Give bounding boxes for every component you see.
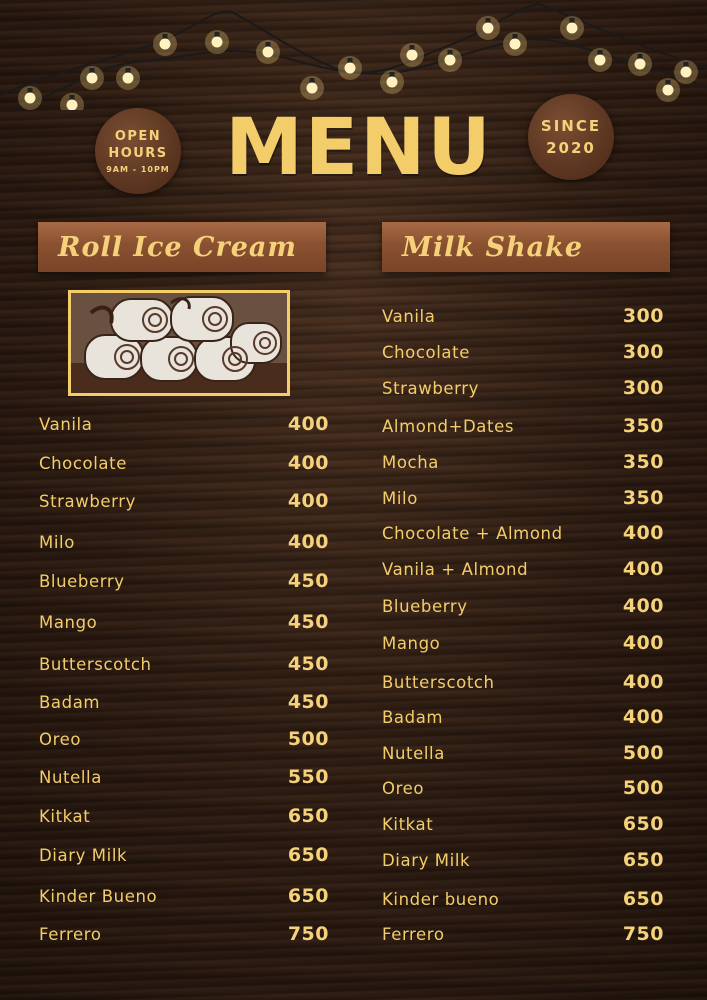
menu-item (382, 486, 664, 510)
menu-item-name: Strawberry (382, 378, 479, 398)
menu-item-price: 400 (287, 452, 329, 474)
menu-item-name: Badam (39, 692, 101, 712)
menu-item-name: Kinder Bueno (39, 886, 158, 906)
menu-item-price: 550 (287, 766, 329, 788)
light-bulb-icon (588, 48, 612, 72)
menu-item-price: 500 (622, 742, 664, 764)
menu-item-name: Oreo (39, 729, 82, 749)
menu-item-name: Kinder bueno (382, 889, 500, 909)
menu-item-price: 400 (622, 632, 664, 654)
menu-item-price: 750 (622, 923, 664, 945)
light-bulb-icon (205, 30, 229, 54)
light-bulb-icon (60, 93, 84, 110)
menu-item-price: 750 (287, 923, 329, 945)
open-hours-badge (95, 108, 181, 194)
menu-item (382, 848, 664, 872)
menu-item (39, 530, 329, 554)
menu-item (39, 765, 329, 789)
menu-item (382, 887, 664, 911)
menu-item-name: Diary Milk (382, 850, 471, 870)
menu-item-name: Diary Milk (39, 845, 128, 865)
light-bulb-icon (400, 43, 424, 67)
menu-item-price: 400 (287, 413, 329, 435)
menu-item-name: Mocha (382, 452, 439, 472)
menu-item (382, 557, 664, 581)
menu-item-price: 650 (622, 888, 664, 910)
menu-item-price: 500 (622, 777, 664, 799)
menu-item-name: Chocolate (382, 342, 470, 362)
light-bulb-icon (116, 66, 140, 90)
menu-item-price: 400 (622, 706, 664, 728)
menu-item-price: 650 (622, 849, 664, 871)
light-bulb-icon (628, 52, 652, 76)
open-hours-time: 9AM - 10PM (106, 165, 170, 174)
menu-item-price: 400 (622, 522, 664, 544)
menu-item (39, 569, 329, 593)
menu-item (382, 340, 664, 364)
menu-item-price: 450 (287, 611, 329, 633)
menu-item-name: Nutella (382, 743, 445, 763)
menu-item (382, 812, 664, 836)
menu-item (382, 414, 664, 438)
menu-item (382, 705, 664, 729)
menu-item-name: Chocolate + Almond (382, 523, 563, 543)
light-bulb-icon (656, 78, 680, 102)
section-heading-milk-shake: Milk Shake (382, 222, 670, 272)
menu-item-price: 350 (622, 451, 664, 473)
menu-item-price: 400 (622, 595, 664, 617)
menu-item-name: Mango (382, 633, 441, 653)
menu-item-price: 300 (622, 377, 664, 399)
menu-item (382, 776, 664, 800)
menu-item-price: 450 (287, 653, 329, 675)
menu-item-name: Butterscotch (382, 672, 495, 692)
menu-item (39, 884, 329, 908)
menu-item (382, 521, 664, 545)
menu-item-name: Kitkat (382, 814, 434, 834)
light-bulb-icon (300, 76, 324, 100)
menu-item (39, 610, 329, 634)
since-line1: SINCE (540, 117, 602, 135)
menu-item-name: Almond+Dates (382, 416, 515, 436)
menu-item-name: Oreo (382, 778, 425, 798)
menu-item-name: Strawberry (39, 491, 136, 511)
menu-item (382, 376, 664, 400)
menu-item-name: Ferrero (382, 924, 445, 944)
menu-item-price: 650 (287, 885, 329, 907)
menu-item-price: 650 (622, 813, 664, 835)
menu-item-price: 500 (287, 728, 329, 750)
menu-item-name: Milo (382, 488, 418, 508)
menu-item (39, 412, 329, 436)
since-year: 2020 (546, 139, 596, 157)
string-lights-decoration (0, 0, 707, 110)
menu-item-name: Milo (39, 532, 75, 552)
light-bulb-icon (80, 66, 104, 90)
light-bulb-icon (560, 16, 584, 40)
menu-item-price: 400 (622, 671, 664, 693)
light-bulb-icon (338, 56, 362, 80)
menu-item-name: Chocolate (39, 453, 127, 473)
menu-item (39, 727, 329, 751)
menu-item (39, 843, 329, 867)
since-badge (528, 94, 614, 180)
menu-item-name: Ferrero (39, 924, 102, 944)
menu-item-price: 650 (287, 805, 329, 827)
section-heading-roll-ice-cream: Roll Ice Cream (38, 222, 326, 272)
menu-item (39, 804, 329, 828)
menu-item-price: 400 (287, 490, 329, 512)
menu-item (382, 631, 664, 655)
menu-item-price: 650 (287, 844, 329, 866)
menu-item-name: Vanila (382, 306, 436, 326)
menu-item-price: 300 (622, 305, 664, 327)
menu-item-name: Butterscotch (39, 654, 152, 674)
menu-item-name: Mango (39, 612, 98, 632)
menu-item-name: Blueberry (382, 596, 468, 616)
light-bulb-icon (476, 16, 500, 40)
menu-item (382, 304, 664, 328)
menu-item-price: 400 (622, 558, 664, 580)
menu-item (382, 450, 664, 474)
open-hours-line1: OPEN (114, 129, 162, 144)
menu-item-price: 300 (622, 341, 664, 363)
menu-item-price: 350 (622, 415, 664, 437)
light-bulb-icon (674, 60, 698, 84)
menu-item (39, 652, 329, 676)
light-bulb-icon (438, 48, 462, 72)
menu-item-price: 350 (622, 487, 664, 509)
menu-item-name: Kitkat (39, 806, 91, 826)
menu-item-name: Vanila + Almond (382, 559, 529, 579)
light-bulb-icon (18, 86, 42, 110)
menu-item-price: 450 (287, 570, 329, 592)
open-hours-line2: HOURS (108, 146, 168, 161)
menu-item (39, 922, 329, 946)
menu-item (382, 670, 664, 694)
menu-item (39, 489, 329, 513)
menu-item (39, 690, 329, 714)
menu-item (39, 451, 329, 475)
page-title: MENU (225, 103, 493, 193)
roll-ice-cream-photo (68, 290, 290, 396)
menu-item (382, 741, 664, 765)
light-bulb-icon (503, 32, 527, 56)
menu-item (382, 922, 664, 946)
menu-item-name: Vanila (39, 414, 93, 434)
light-bulb-icon (153, 32, 177, 56)
light-bulb-icon (380, 70, 404, 94)
menu-item-name: Nutella (39, 767, 102, 787)
menu-item-price: 450 (287, 691, 329, 713)
menu-item-price: 400 (287, 531, 329, 553)
menu-item (382, 594, 664, 618)
menu-item-name: Blueberry (39, 571, 125, 591)
menu-item-name: Badam (382, 707, 444, 727)
light-bulb-icon (256, 40, 280, 64)
